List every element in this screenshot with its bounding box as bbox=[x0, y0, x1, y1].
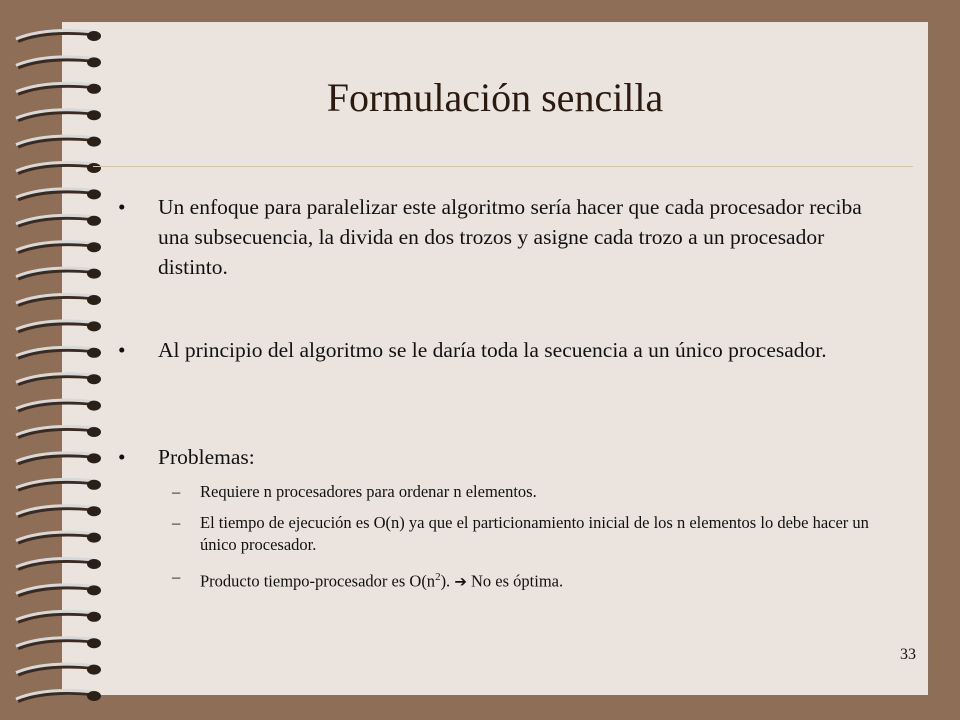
bullet-item-1 bbox=[118, 192, 898, 282]
bullet-item-2 bbox=[118, 335, 827, 365]
spiral-hole bbox=[87, 427, 101, 437]
spiral-hole bbox=[87, 480, 101, 490]
spiral-hole bbox=[87, 453, 101, 463]
page-number: 33 bbox=[900, 646, 916, 663]
bullet-marker: • bbox=[118, 195, 126, 219]
sub-bullet-marker: – bbox=[172, 513, 181, 532]
sub-bullet-text-2: El tiempo de ejecución es O(n) ya que el particionamiento inicial de los n elementos lo debe hacer un único procesador. bbox=[200, 513, 869, 554]
bullet-text-3: Problemas: bbox=[158, 445, 255, 469]
spiral-hole bbox=[87, 533, 101, 543]
spiral-hole bbox=[87, 374, 101, 384]
spiral-hole bbox=[87, 612, 101, 622]
superscript-2: 2 bbox=[435, 571, 441, 583]
sub-bullet-2 bbox=[172, 512, 880, 556]
spiral-hole bbox=[87, 691, 101, 701]
bullet-marker: • bbox=[118, 338, 126, 362]
spiral-hole bbox=[87, 163, 101, 173]
bullet-item-3 bbox=[118, 442, 255, 472]
spiral-hole bbox=[87, 665, 101, 675]
spiral-hole bbox=[87, 401, 101, 411]
sub-bullet-marker: – bbox=[172, 567, 181, 586]
spiral-hole bbox=[87, 585, 101, 595]
spiral-hole bbox=[87, 31, 101, 41]
spiral-hole bbox=[87, 189, 101, 199]
spiral-hole bbox=[87, 57, 101, 67]
sub-bullet-3 bbox=[172, 566, 880, 593]
spiral-hole bbox=[87, 506, 101, 516]
spiral-hole bbox=[87, 242, 101, 252]
sub-bullet-1 bbox=[172, 481, 880, 503]
spiral-hole bbox=[87, 269, 101, 279]
spiral-hole bbox=[87, 638, 101, 648]
spiral-hole bbox=[87, 321, 101, 331]
spiral-hole bbox=[87, 137, 101, 147]
sub-bullet-marker: – bbox=[172, 482, 181, 501]
bullet-text-2: Al principio del algoritmo se le daría toda la secuencia a un único procesador. bbox=[158, 338, 827, 362]
spiral-hole bbox=[87, 295, 101, 305]
bullet-text-1: Un enfoque para paralelizar este algoritmo sería hacer que cada procesador reciba una subsecuencia, la divida en dos trozos y asigne cada trozo a un procesador distinto. bbox=[158, 195, 862, 279]
bullet-marker: • bbox=[118, 445, 126, 469]
sub-bullet-text-3-mid: ). bbox=[440, 571, 455, 591]
slide-title: Formulación sencilla bbox=[326, 75, 664, 120]
spiral-hole bbox=[87, 216, 101, 226]
sub-bullet-text-3-post: No es óptima. bbox=[466, 571, 564, 591]
sub-bullet-text-3-pre: Producto tiempo-procesador es O(n bbox=[200, 571, 436, 591]
sub-bullet-text-1: Requiere n procesadores para ordenar n elementos. bbox=[200, 482, 537, 501]
spiral-hole bbox=[87, 559, 101, 569]
right-arrow-icon: ➔ bbox=[454, 572, 467, 591]
title-divider bbox=[93, 166, 913, 167]
spiral-hole bbox=[87, 348, 101, 358]
